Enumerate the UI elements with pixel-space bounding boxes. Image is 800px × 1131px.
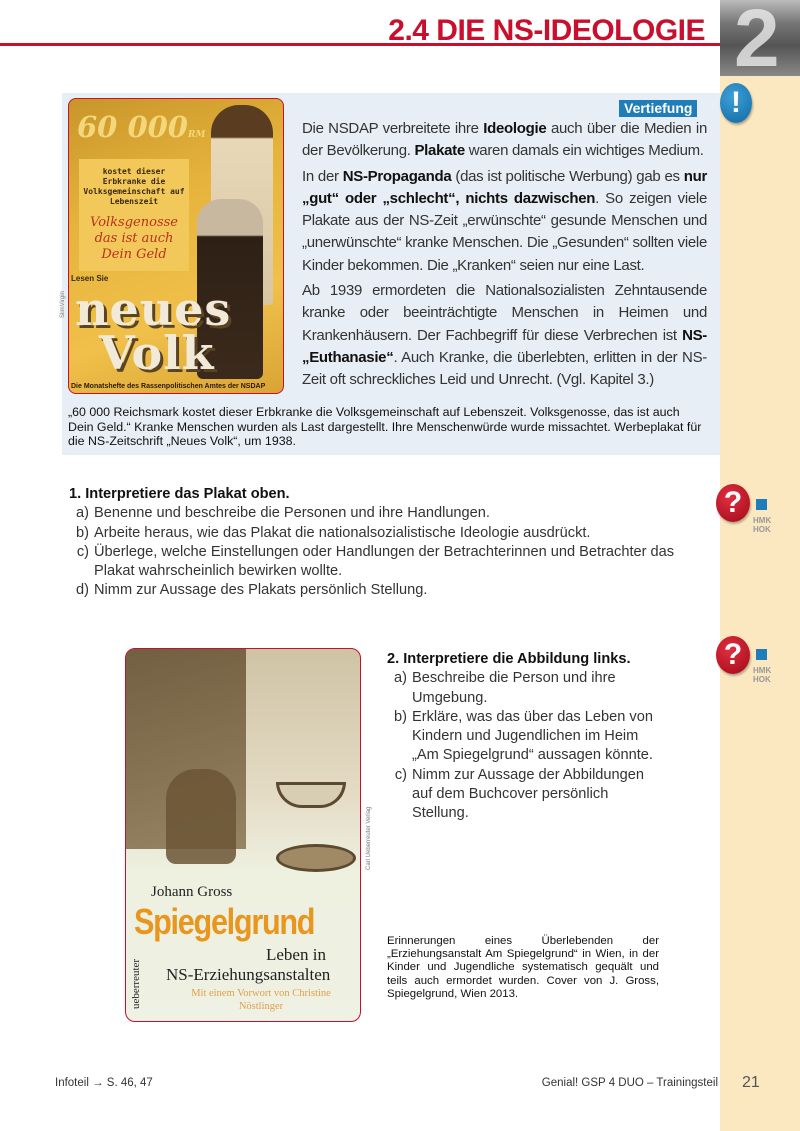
cover-credit: Carl Ueberreuter Verlag [366,806,372,870]
task-item: b) Erkläre, was das über das Leben von Kindern und Jugendlichen im Heim „Am Spiegelgrund“ aussagen könnte. [394,708,653,764]
task-item: c) Überlege, welche Einstellungen oder Handlungen der Betrachterinnen und Betrachter das Plakat wahrscheinlich bewirken wollte. [76,543,675,580]
poster-neues-volk [75,282,232,380]
poster-caption: „60 000 Reichsmark kostet dieser Erbkranke die Volksgemeinschaft auf Lebenszeit. Volksgenosse, das ist auch Dein Geld.“ Kranke Menschen wurden als Last dargestellt. Ihre Menschenwürde wurde missachtet. Werbeplakat für die NS-Zeitschrift „Neues Volk“, um 1938. [68,405,702,448]
task-item: d) Nimm zur Aussage des Plakats persönlich Stellung. [76,582,428,599]
poster-amount-text: 60 000 [77,110,188,144]
poster-small-text: kostet dieser Erbkranke die Volksgemeinschaft auf Lebenszeit [83,167,185,206]
poster-credit: SlimVirgin [60,291,66,318]
chapter-image [720,0,800,76]
competence-square-icon [756,649,767,660]
paragraph: In der NS-Propaganda (das ist politische Werbung) gab es nur „gut“ oder „schlecht“, nichts dazwischen. So zeigen viele Plakate aus der NS-Zeit „erwünschte“ gesunde Menschen und „unerwünschte“ kranke Menschen. Die „Gesunden“ sollten viele Kinder bekommen. Die „Kranken“ seien nur eine Last. [302,167,707,274]
infoteil-reference: Infoteil → S. 46, 47 [55,1077,153,1089]
poster-neues: neues [75,282,232,336]
cover-author: Johann Gross [151,884,233,900]
paragraph: Ab 1939 ermordeten die Nationalsozialisten Zehntausende kranke oder beeinträchtigte Menschen in Heimen und Krankenhäusern. Der Fachbegriff für diese Verbrechen ist NS-„Euthanasie“. Auch Kranke, die überlebten, erlitten in der NS-Zeit oft schreckliches Leid und Unrecht. (Vgl. Kapitel 3.) [302,282,707,389]
task-item: c) Nimm zur Aussage der Abbildungen auf dem Buchcover persönlich Stellung. [394,766,645,822]
book-cover [125,648,361,1022]
competence-codes: HMK HOK [753,666,772,684]
paragraph: Die NSDAP verbreitete ihre Ideologie auch über die Medien in der Bevölkerung. Plakate waren damals ein wichtiges Medium. [302,120,707,160]
poster-lesen: Lesen Sie [71,274,109,283]
cover-publisher: ueberreuter [130,958,142,1009]
cover-crouching-child [166,769,236,864]
poster-footer: Die Monatshefte des Rassenpolitischen Amtes der NSDAP [71,383,266,390]
cover-title: Spiegelgrund [134,901,315,942]
page-title: 2.4 DIE NS-IDEOLOGIE [388,14,705,47]
competence-square-icon [756,499,767,510]
chapter-number: 2 [734,0,780,76]
cover-caption: Erinnerungen eines Überlebenden der „Erziehungsanstalt Am Spiegelgrund“ in Wien, in der Kinder und Jugendliche systematisch gequält und teils auch ermordet wurden. Cover von J. Gross, Spiegelgrund, Wien 2013. [387,935,659,1000]
cover-sink [276,782,346,808]
margin-sidebar [720,0,800,1131]
page-number: 21 [742,1074,760,1091]
exclamation-icon: ! [720,83,752,123]
poster-red-text: Volksgenosse das ist auch Dein Geld [90,215,178,262]
book-title-footer: Genial! GSP 4 DUO – Trainingsteil [541,1077,718,1089]
cover-bowl [276,844,356,872]
task-2 [387,650,662,824]
task-item: b) Arbeite heraus, wie das Plakat die nationalsozialistische Ideologie ausdrückt. [76,524,591,541]
task-title: 2. Interpretiere die Abbildung links. [387,651,631,667]
poster-volk: Volk [99,326,215,380]
poster-amount [77,109,205,153]
question-icon: ? [716,484,750,522]
cover-foreword: Mit einem Vorwort von Christine Nöstlinger [191,988,331,1012]
propaganda-poster [68,98,284,394]
vertiefung-label: Vertiefung [619,100,697,117]
cover-subtitle: Leben in [266,945,326,964]
competence-codes: HMK HOK [753,516,772,534]
task-item: a) Benenne und beschreibe die Personen und ihre Handlungen. [76,505,490,522]
vertiefung-text [302,118,707,393]
task-1 [69,485,709,601]
question-icon: ? [716,636,750,674]
task-title: 1. Interpretiere das Plakat oben. [69,486,290,502]
poster-currency: RM [188,130,206,140]
cover-subtitle: NS-Erziehungsanstalten [166,965,331,984]
task-item: a) Beschreibe die Person und ihre Umgebung. [394,670,616,706]
poster-text-box [79,159,189,271]
